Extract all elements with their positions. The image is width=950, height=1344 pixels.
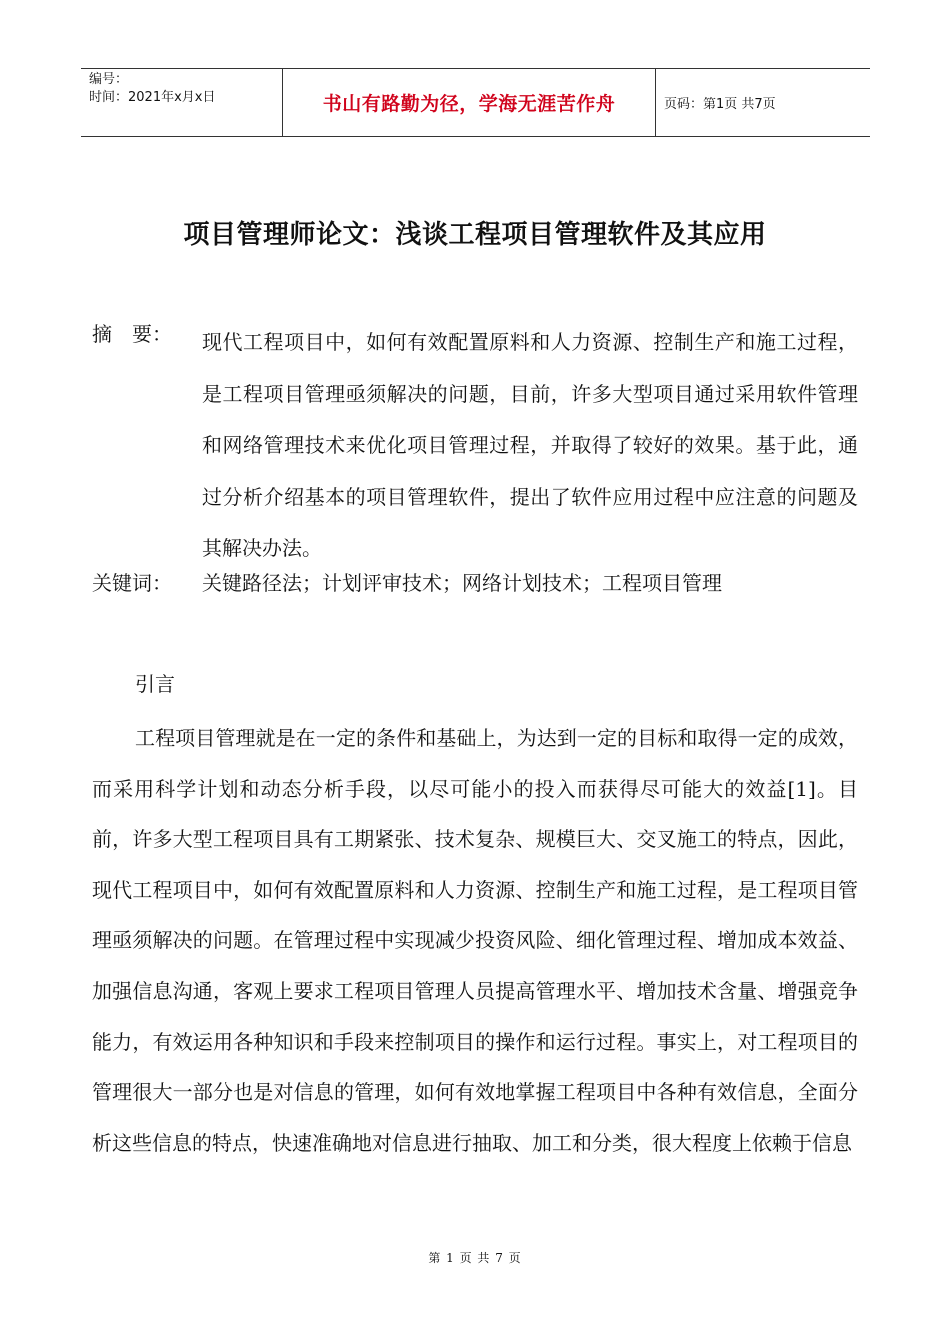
abstract-text: 现代工程项目中，如何有效配置原料和人力资源、控制生产和施工过程，是工程项目管理亟须解决的问题，目前，许多大型项目通过采用软件管理和网络管理技术来优化项目管理过程，并取得了较好的效果。基于此，通过分析介绍基本的项目管理软件，提出了软件应用过程中应注意的问题及其解决办法。	[202, 330, 858, 560]
page-footer: 第 1 页 共 7 页	[428, 1251, 522, 1265]
header-meta-cell	[81, 69, 282, 136]
keywords-label: 关键词：	[92, 571, 172, 595]
document-title: 项目管理师论文：浅谈工程项目管理软件及其应用	[183, 220, 767, 250]
header-page-cell	[656, 69, 870, 136]
header-motto-cell	[282, 69, 656, 136]
document-header	[81, 68, 870, 137]
keywords-text: 关键路径法；计划评审技术；网络计划技术；工程项目管理	[202, 571, 722, 595]
motto-text: 书山有路勤为径，学海无涯苦作舟	[322, 93, 616, 115]
number-label: 编号：	[89, 72, 129, 87]
page-info: 页码：第1页 共7页	[664, 97, 776, 112]
abstract-label: 摘 要：	[92, 322, 172, 346]
intro-heading: 引言	[135, 672, 175, 696]
time-label: 时间：2021年x月x日	[89, 90, 216, 105]
intro-paragraph: 工程项目管理就是在一定的条件和基础上，为达到一定的目标和取得一定的成效，而采用科学计划和动态分析手段，以尽可能小的投入而获得尽可能大的效益[1]。目前，许多大型工程项目具有工期紧张、技术复杂、规模巨大、交叉施工的特点，因此，现代工程项目中，如何有效配置原料和人力资源、控制生产和施工过程，是工程项目管理亟须解决的问题。在管理过程中实现减少投资风险、细化管理过程、增加成本效益、加强信息沟通，客观上要求工程项目管理人员提高管理水平、增加技术含量、增强竞争能力，有效运用各种知识和手段来控制项目的操作和运行过程。事实上，对工程项目的管理很大一部分也是对信息的管理，如何有效地掌握工程项目中各种有效信息，全面分析这些信息的特点，快速准确地对信息进行抽取、加工和分类，很大程度上依赖于信息	[92, 726, 858, 1155]
